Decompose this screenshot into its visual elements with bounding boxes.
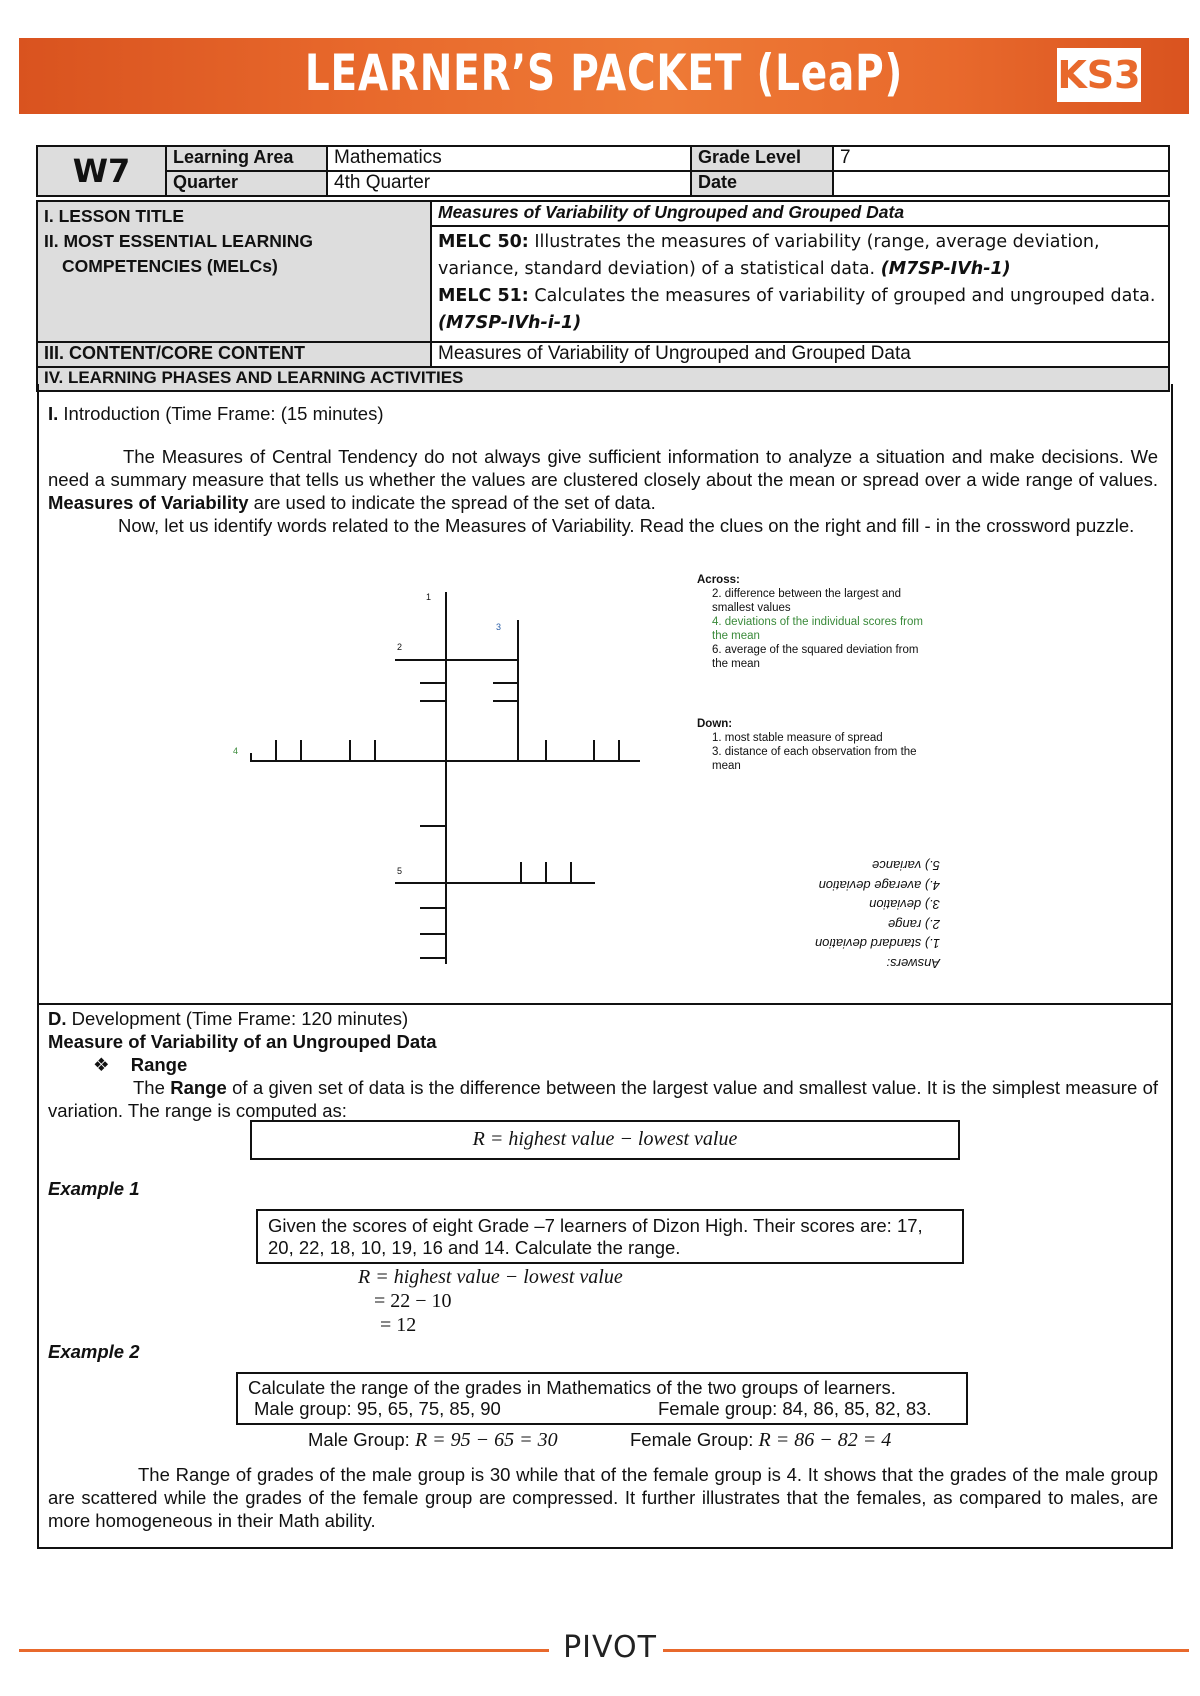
lesson-table bbox=[36, 200, 1170, 392]
crossword-answers bbox=[760, 856, 940, 973]
male-result-value: R = 95 − 65 = 30 bbox=[414, 1429, 558, 1451]
info-table bbox=[36, 145, 1170, 197]
intro-paragraph-2: Now, let us identify words related to the Measures of Variability. Read the clues on the right and fill - in the crossword puzzle. bbox=[118, 515, 1135, 536]
date-label: Date bbox=[691, 171, 833, 196]
example-2-box bbox=[236, 1372, 968, 1425]
melc-50-text: Illustrates the measures of variability (range, average deviation, variance, standard deviation) of a statistical data. bbox=[438, 232, 1100, 279]
across-title: Across: bbox=[697, 574, 740, 586]
melc-50 bbox=[438, 229, 1162, 283]
example-2-question: Calculate the range of the grades in Mathematics of the two groups of learners. bbox=[248, 1377, 896, 1398]
intro-heading bbox=[48, 402, 1158, 425]
lesson-title-label: I. LESSON TITLE bbox=[44, 206, 185, 226]
melc-51-text: Calculates the measures of variability of grouped and ungrouped data. bbox=[534, 286, 1156, 306]
grade-level-value: 7 bbox=[833, 146, 1169, 171]
range-def-b: of a given set of data is the difference between the largest value and smallest value. It is the simplest measure of variation. The range is computed as: bbox=[48, 1077, 1159, 1121]
melc-cell bbox=[431, 226, 1169, 342]
answer-item: 4.) average deviation bbox=[818, 878, 940, 893]
example-2-data bbox=[248, 1398, 956, 1419]
intro-para1-bold: Measures of Variability bbox=[48, 492, 249, 513]
packet-title: LEARNER’S PACKET (LeaP) bbox=[304, 44, 904, 102]
example-2-male: Male group: 95, 65, 75, 85, 90 bbox=[254, 1398, 501, 1419]
across-clue: 4. deviations of the individual scores from the mean bbox=[712, 616, 923, 642]
melc-51-ref: (M7SP-IVh-i-1) bbox=[438, 313, 582, 333]
range-def-a: The bbox=[133, 1077, 165, 1098]
melc-label-2: COMPETENCIES (MELCs) bbox=[62, 256, 278, 276]
intro-para1-b: are used to indicate the spread of the set of data. bbox=[253, 492, 656, 513]
development-heading-text: Development (Time Frame: 120 minutes) bbox=[71, 1008, 409, 1029]
example-2-label: Example 2 bbox=[48, 1341, 140, 1362]
answers-title: Answers: bbox=[886, 956, 940, 971]
key-stage-badge: KS3 bbox=[1057, 48, 1141, 102]
quarter-value: 4th Quarter bbox=[327, 171, 691, 196]
development-section bbox=[48, 1007, 1158, 1122]
down-title: Down: bbox=[697, 718, 733, 730]
male-result bbox=[308, 1428, 558, 1452]
melc-51 bbox=[438, 283, 1162, 337]
answer-item: 3.) deviation bbox=[869, 897, 940, 913]
crossword-number-3: 3 bbox=[496, 622, 502, 632]
example-1-formula: R = highest value − lowest value bbox=[358, 1266, 623, 1288]
down-clue: 1. most stable measure of spread bbox=[712, 732, 883, 744]
crossword-number-1: 1 bbox=[426, 592, 432, 602]
range-conclusion: The Range of grades of the male group is 30 while that of the female group is 4. It shows that the grades of the male group are scattered while the grades of the female group are compressed. It further illustrates that the females, as compared to males, are more homogeneous in their Math ability. bbox=[48, 1464, 1158, 1531]
date-value[interactable] bbox=[833, 171, 1169, 196]
answer-item: 1.) standard deviation bbox=[814, 936, 940, 952]
footer-line-left bbox=[19, 1649, 549, 1652]
answer-item: 2.) range bbox=[887, 917, 940, 932]
crossword-number-2: 2 bbox=[397, 642, 403, 652]
range-formula-box: R = highest value − lowest value bbox=[250, 1120, 960, 1160]
development-subheading: Measure of Variability of an Ungrouped Data bbox=[48, 1031, 437, 1052]
footer-line-right bbox=[663, 1649, 1189, 1652]
learning-area-value: Mathematics bbox=[327, 146, 691, 171]
week-label: W7 bbox=[37, 146, 166, 196]
range-def-bold: Range bbox=[170, 1077, 227, 1098]
content-value: Measures of Variability of Ungrouped and Grouped Data bbox=[431, 342, 1169, 367]
bullet-icon: ❖ bbox=[93, 1054, 110, 1075]
section-divider bbox=[37, 1003, 1171, 1005]
introduction-section bbox=[48, 402, 1158, 537]
range-definition bbox=[48, 1076, 1158, 1122]
quarter-label: Quarter bbox=[166, 171, 327, 196]
melc-label-1: II. MOST ESSENTIAL LEARNING bbox=[44, 231, 314, 251]
crossword-clues bbox=[697, 573, 937, 773]
crossword-number-4: 4 bbox=[233, 746, 239, 756]
range-bullet-label: Range bbox=[130, 1054, 188, 1075]
answer-item: 5.) variance bbox=[872, 858, 940, 874]
range-bullet bbox=[48, 1053, 1158, 1076]
male-result-label: Male Group: bbox=[308, 1429, 410, 1450]
lesson-title: Measures of Variability of Ungrouped and Grouped Data bbox=[431, 201, 1169, 226]
example-1-label: Example 1 bbox=[48, 1178, 140, 1199]
female-result-label: Female Group: bbox=[630, 1429, 754, 1450]
melc-50-ref: (M7SP-IVh-1) bbox=[880, 259, 1011, 279]
crossword-number-5: 5 bbox=[397, 866, 403, 876]
pivot-logo: PIVOT bbox=[563, 1630, 657, 1665]
melc-51-code: MELC 51: bbox=[438, 286, 529, 306]
across-clue: 2. difference between the largest and smallest values bbox=[712, 588, 902, 614]
development-heading-letter: D. bbox=[48, 1008, 67, 1029]
example-1-result: = 12 bbox=[380, 1314, 417, 1336]
learning-area-label: Learning Area bbox=[166, 146, 327, 171]
content-label: III. CONTENT/CORE CONTENT bbox=[37, 342, 431, 367]
down-clue: 3. distance of each observation from the mean bbox=[712, 746, 917, 772]
female-result bbox=[630, 1428, 891, 1452]
example-2-female: Female group: 84, 86, 85, 82, 83. bbox=[658, 1398, 932, 1419]
header-banner bbox=[19, 38, 1189, 114]
intro-paragraph-1 bbox=[48, 445, 1158, 514]
intro-heading-letter: I. bbox=[48, 403, 59, 424]
intro-heading-text: Introduction (Time Frame: (15 minutes) bbox=[63, 403, 384, 424]
melc-50-code: MELC 50: bbox=[438, 232, 529, 252]
phases-label: IV. LEARNING PHASES AND LEARNING ACTIVITIES bbox=[37, 367, 1169, 391]
female-result-value: R = 86 − 82 = 4 bbox=[758, 1429, 892, 1451]
example-1-step: = 22 − 10 bbox=[374, 1290, 452, 1312]
crossword-grid[interactable] bbox=[225, 570, 645, 970]
lesson-labels bbox=[37, 201, 431, 342]
development-heading bbox=[48, 1007, 1158, 1030]
across-clue: 6. average of the squared deviation from the mean bbox=[712, 644, 919, 670]
example-1-box: Given the scores of eight Grade –7 learners of Dizon High. Their scores are: 17, 20, 22, 18, 10, 19, 16 and 14. Calculate the range. bbox=[256, 1209, 964, 1264]
intro-para1-a: The Measures of Central Tendency do not always give sufficient information to analyze a situation and make decisions. We need a summary measure that tells us whether the values are clustered closely about the mean or spread over a wide range of values. bbox=[48, 446, 1158, 490]
grade-level-label: Grade Level bbox=[691, 146, 833, 171]
